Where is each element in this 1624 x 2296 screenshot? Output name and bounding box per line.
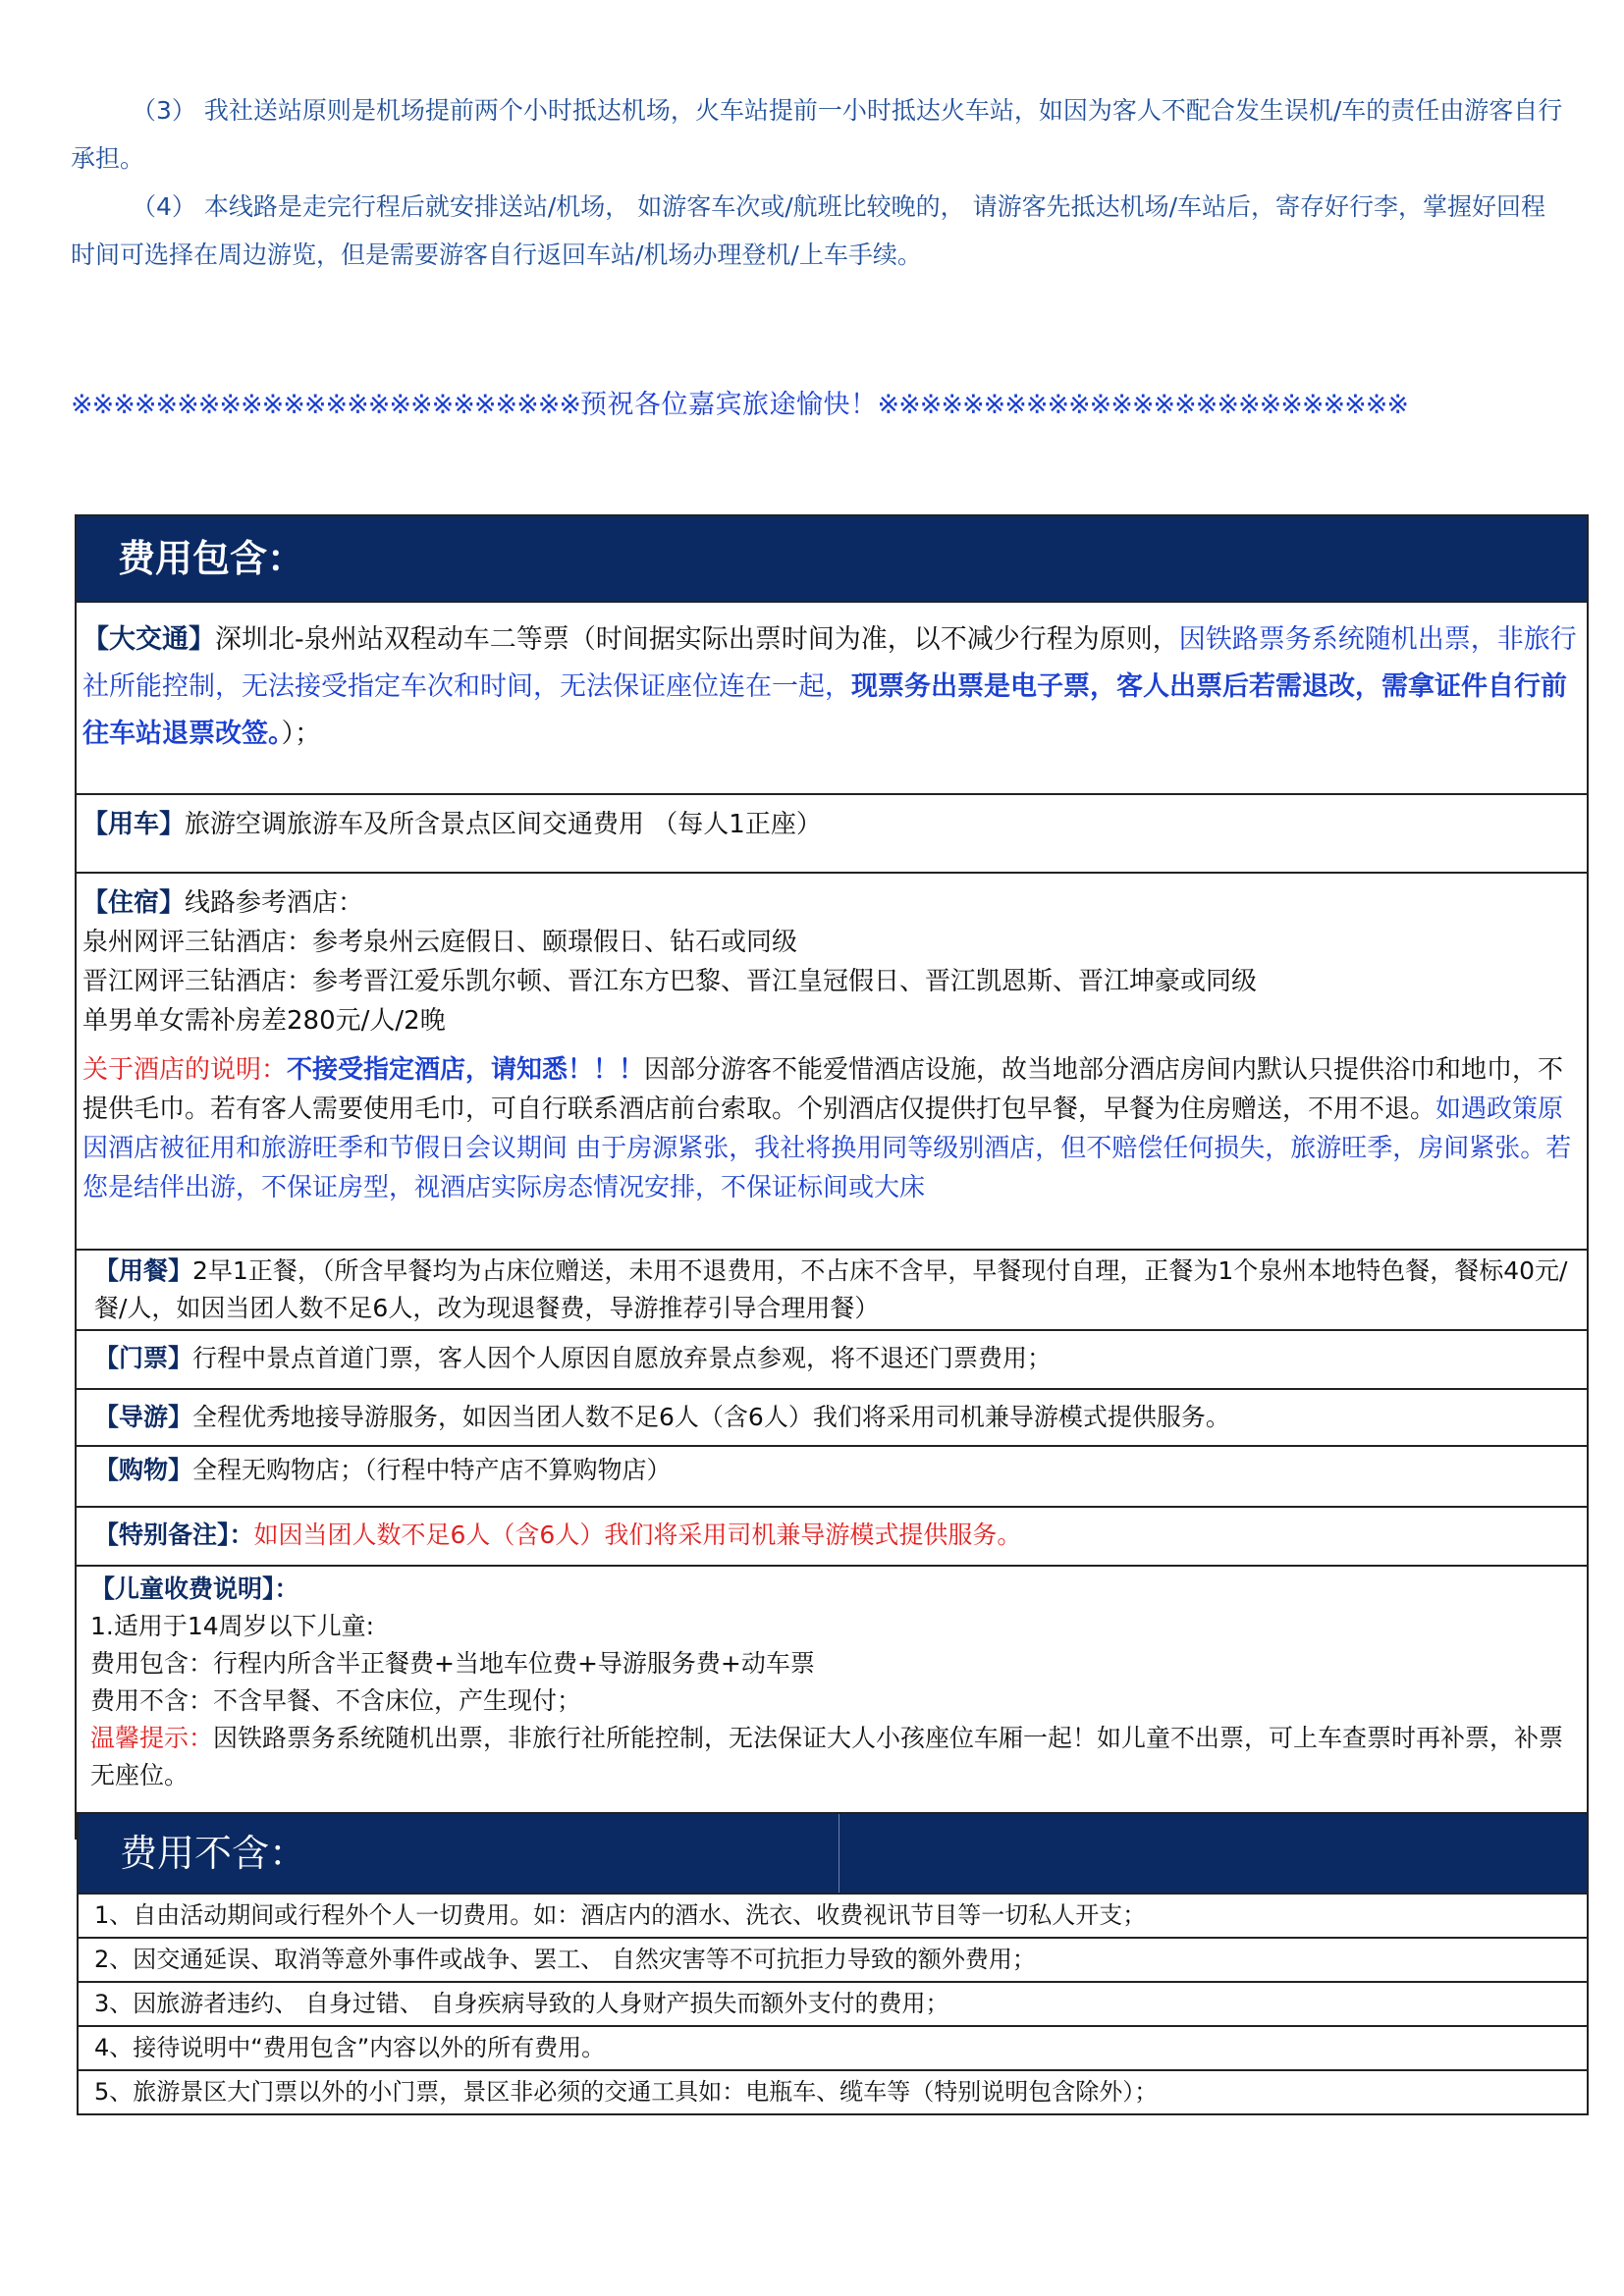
cost-excluded-table xyxy=(77,1812,1589,2115)
wish-left-symbols: ※※※※※※※※※※※※※※※※※※※※※※※※ xyxy=(71,390,580,420)
transport-text: 深圳北-泉州站双程动车二等票（时间据实际出票时间为准，以不减少行程为原则， xyxy=(215,624,1179,655)
meals-text: 2早1正餐，（所含早餐均为占床位赠送，未用不退费用，不占床不含早，早餐现付自理，正餐为1个泉州本地特色餐，餐标40元/餐/人，如因当团人数不足6人，改为现退餐费，导游推荐引导合理用餐） xyxy=(94,1256,1568,1322)
transport-row xyxy=(77,601,1587,793)
hotel-key: 【住宿】 xyxy=(82,888,186,918)
excluded-item-2: 2、因交通延误、取消等意外事件或战争、罢工、 自然灾害等不可抗拒力导致的额外费用； xyxy=(79,1937,1587,1981)
wish-text: 预祝各位嘉宾旅途愉快！ xyxy=(579,390,878,420)
special-key: 【特别备注】： xyxy=(94,1521,254,1549)
cost-included-title: 费用包含： xyxy=(77,516,1587,601)
excluded-item-4: 4、接待说明中“费用包含”内容以外的所有费用。 xyxy=(79,2025,1587,2069)
transport-blue-bold: 现票务出票是电子票，客人出票后若需退改，需拿证件自行前往车站退票改签。 xyxy=(82,671,1567,749)
guide-row xyxy=(77,1388,1587,1445)
hotel-note-bold: 不接受指定酒店，请知悉！！！ xyxy=(287,1055,645,1085)
cost-included-table xyxy=(75,514,1589,1840)
excluded-item-3: 3、因旅游者违约、 自身过错、 自身疾病导致的人身财产损失而额外支付的费用； xyxy=(79,1981,1587,2025)
hotel-line-3: 晋江网评三钻酒店：参考晋江爱乐凯尔顿、晋江东方巴黎、晋江皇冠假日、晋江凯恩斯、晋江坤豪或同级 xyxy=(82,967,1258,996)
special-row xyxy=(77,1506,1587,1565)
car-row xyxy=(77,793,1587,872)
tickets-text: 行程中景点首道门票，客人因个人原因自愿放弃景点参观，将不退还门票费用； xyxy=(192,1344,1053,1372)
hotel-row xyxy=(77,872,1587,1202)
excluded-item-1: 1、自由活动期间或行程外个人一切费用。如：酒店内的酒水、洗衣、收费视讯节目等一切私人开支； xyxy=(79,1893,1587,1937)
excluded-item-5: 5、旅游景区大门票以外的小门票，景区非必须的交通工具如：电瓶车、缆车等（特别说明包含除外）； xyxy=(79,2069,1587,2113)
meals-key: 【用餐】 xyxy=(94,1256,193,1285)
cost-excluded-title-text: 费用不含： xyxy=(120,1832,307,1875)
children-row xyxy=(77,1565,1587,1838)
wish-banner xyxy=(71,383,1408,421)
shopping-row xyxy=(77,1445,1587,1506)
departure-notes xyxy=(71,86,1563,279)
children-tip-text: 因铁路票务系统随机出票，非旅行社所能控制，无法保证大人小孩座位车厢一起！如儿童不出票，可上车查票时再补票，补票无座位。 xyxy=(90,1724,1564,1789)
note-3: （3） 我社送站原则是机场提前两个小时抵达机场，火车站提前一小时抵达火车站，如因为客人不配合发生误机/车的责任由游客自行承担。 xyxy=(71,96,1563,173)
car-key: 【用车】 xyxy=(82,810,186,839)
transport-key: 【大交通】 xyxy=(82,624,215,655)
meals-row xyxy=(77,1249,1587,1329)
transport-blue: 因铁路票务系统随机出票，非旅行社所能控制，无法接受指定车次和时间，无法保证座位连在一起， xyxy=(82,624,1577,702)
children-line-3: 费用不含：不含早餐、不含床位，产生现付； xyxy=(90,1686,582,1715)
children-tip-label: 温馨提示： xyxy=(90,1724,214,1752)
hotel-line-1: 线路参考酒店： xyxy=(185,888,364,918)
children-line-1: 1.适用于14周岁以下儿童: xyxy=(90,1612,375,1640)
tickets-key: 【门票】 xyxy=(94,1344,193,1372)
note-4: （4） 本线路是走完行程后就安排送站/机场， 如游客车次或/航班比较晚的， 请游客先抵达机场/车站后，寄存好行李，掌握好回程时间可选择在周边游览，但是需要游客自行返回车站/机场办理登机/上车手续。 xyxy=(71,192,1546,269)
transport-tail: ）； xyxy=(281,719,321,749)
shopping-text: 全程无购物店；（行程中特产店不算购物店） xyxy=(192,1456,672,1484)
guide-key: 【导游】 xyxy=(94,1403,193,1431)
cost-excluded-title xyxy=(79,1814,1587,1893)
car-text: 旅游空调旅游车及所含景点区间交通费用 （每人1正座） xyxy=(185,810,822,839)
children-key: 【儿童收费说明】： xyxy=(90,1575,299,1603)
wish-right-symbols: ※※※※※※※※※※※※※※※※※※※※※※※※※ xyxy=(877,390,1409,420)
tickets-row xyxy=(77,1329,1587,1388)
special-text: 如因当团人数不足6人（含6人）我们将采用司机兼导游模式提供服务。 xyxy=(253,1521,1022,1549)
children-line-2: 费用包含：行程内所含半正餐费+当地车位费+导游服务费+动车票 xyxy=(90,1649,815,1678)
hotel-note-label: 关于酒店的说明： xyxy=(82,1055,288,1085)
hotel-line-2: 泉州网评三钻酒店：参考泉州云庭假日、颐璟假日、钻石或同级 xyxy=(82,928,798,957)
hotel-note-blue: 如遇政策原因酒店被征用和旅游旺季和节假日会议期间 由于房源紧张，我社将换用同等级别酒店，但不赔偿任何损失，旅游旺季，房间紧张。若您是结伴出游，不保证房型，视酒店实际房态情况安排，不保证标间或大床 xyxy=(82,1095,1572,1202)
shopping-key: 【购物】 xyxy=(94,1456,193,1484)
guide-text: 全程优秀地接导游服务，如因当团人数不足6人（含6人）我们将采用司机兼导游模式提供服务。 xyxy=(192,1403,1230,1431)
hotel-note-text: 因部分游客不能爱惜酒店设施，故当地部分酒店房间内默认只提供浴巾和地巾，不提供毛巾。若有客人需要使用毛巾，可自行联系酒店前台索取。个别酒店仅提供打包早餐，早餐为住房赠送，不用不退。 xyxy=(82,1055,1564,1124)
hotel-line-4: 单男单女需补房差280元/人/2晚 xyxy=(82,1006,446,1036)
